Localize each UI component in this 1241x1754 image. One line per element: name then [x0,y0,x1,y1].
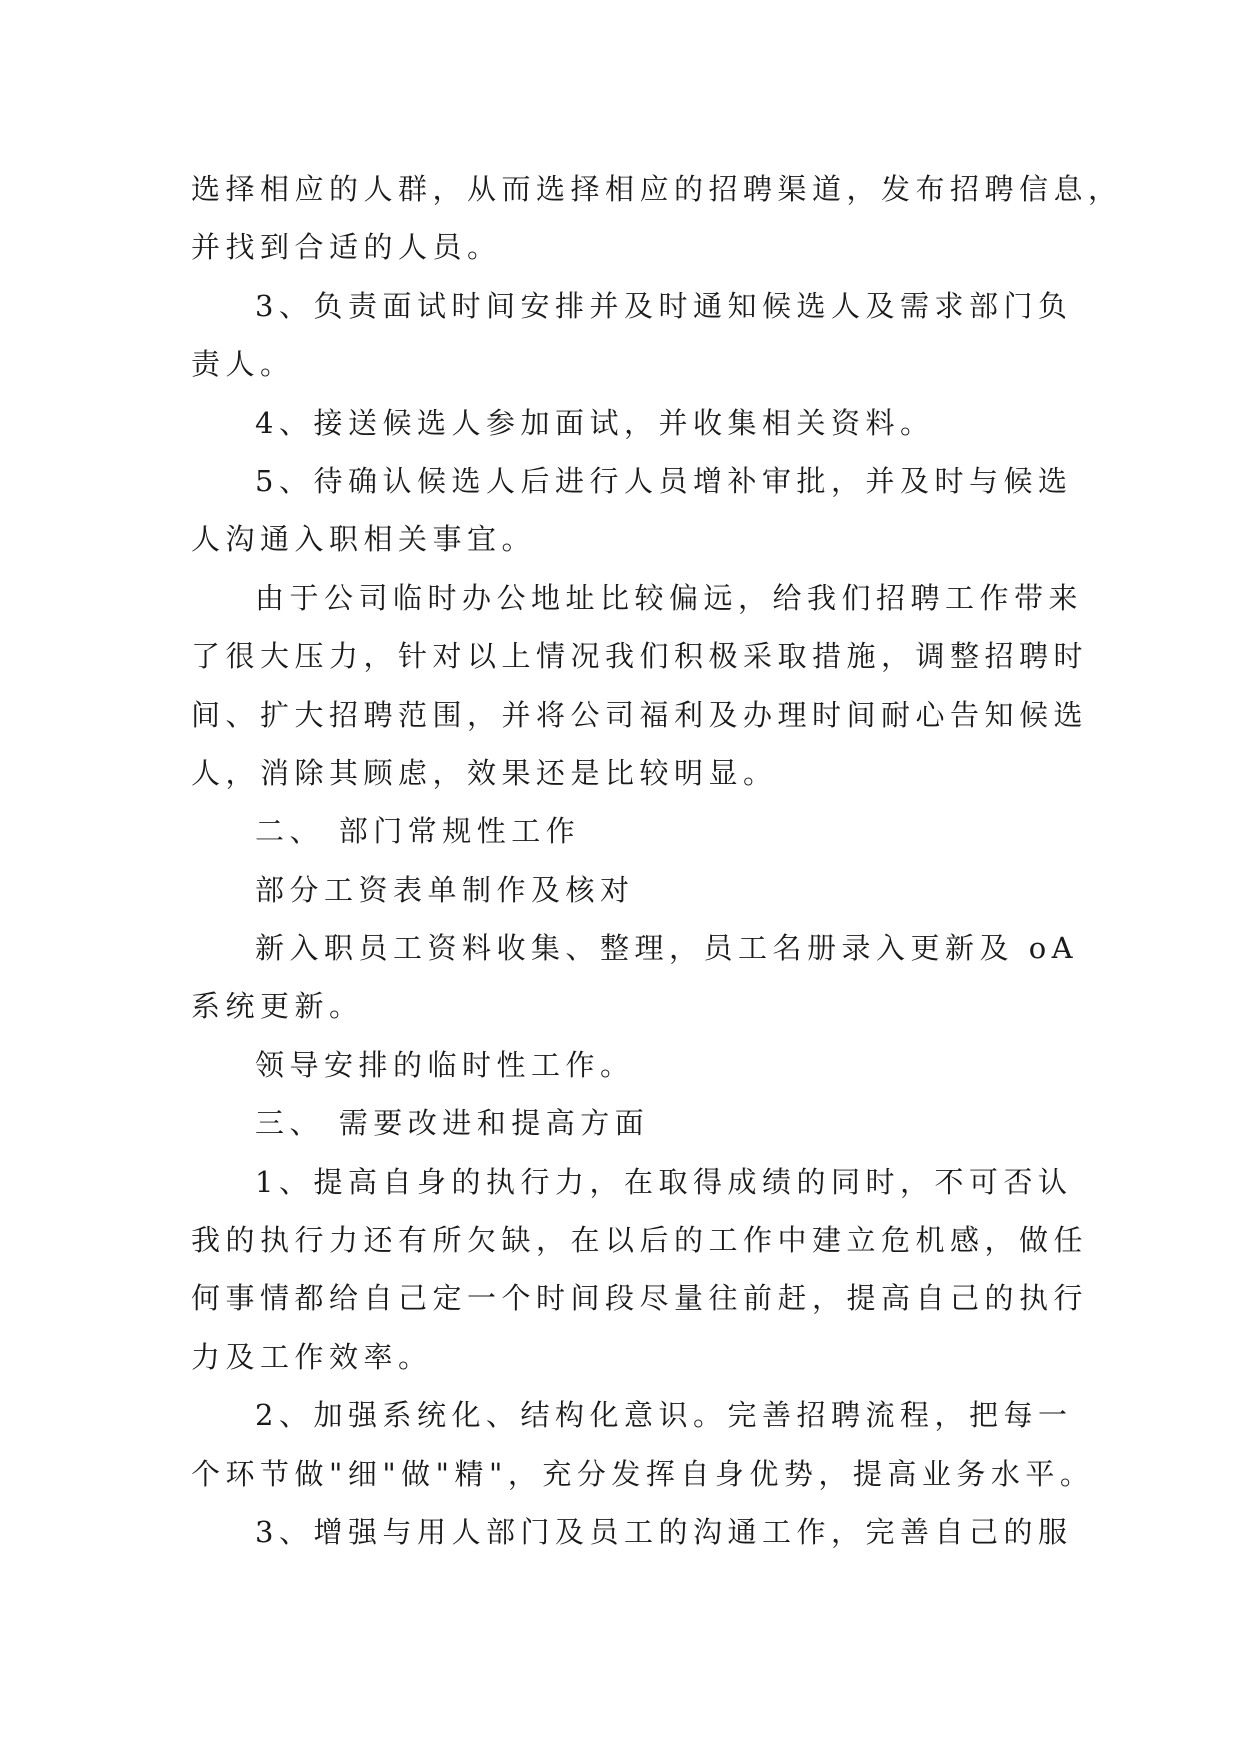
text-line: 3、负责面试时间安排并及时通知候选人及需求部门负 [255,288,1073,323]
text-line: 责人。 [191,347,295,382]
text-line: 1、提高自身的执行力，在取得成绩的同时，不可否认 [255,1164,1073,1199]
text-line: 5、待确认候选人后进行人员增补审批，并及时与候选 [255,463,1073,498]
text-line: 了很大压力，针对以上情况我们积极采取措施，调整招聘时 [191,639,1089,674]
text-line: 我的执行力还有所欠缺，在以后的工作中建立危机感，做任 [191,1223,1089,1258]
document-body [191,160,1123,1561]
text-line: 人，消除其顾虑，效果还是比较明显。 [191,755,778,790]
section-heading: 二、 部门常规性工作 [255,814,581,849]
text-line: 选择相应的人群，从而选择相应的招聘渠道，发布招聘信息， [191,172,1123,206]
text-line: 间、扩大招聘范围，并将公司福利及办理时间耐心告知候选 [191,697,1089,732]
section-heading: 三、 需要改进和提高方面 [255,1106,650,1141]
text-line: 人沟通入职相关事宜。 [191,522,537,557]
text-line: 力及工作效率。 [191,1339,433,1374]
text-line: 2、加强系统化、结构化意识。完善招聘流程，把每一 [255,1398,1073,1433]
text-line: 个环节做"细"做"精"，充分发挥自身优势，提高业务水平。 [191,1456,1095,1491]
text-line: 并找到合适的人员。 [191,230,502,265]
text-line: 由于公司临时办公地址比较偏远，给我们招聘工作带来 [255,580,1084,615]
text-line: 部分工资表单制作及核对 [255,872,635,907]
text-line: 3、增强与用人部门及员工的沟通工作，完善自己的服 [255,1514,1073,1549]
text-line: 4、接送候选人参加面试，并收集相关资料。 [255,405,935,440]
text-line: 领导安排的临时性工作。 [255,1047,635,1082]
text-line: 何事情都给自己定一个时间段尽量往前赶，提高自己的执行 [191,1281,1089,1316]
text-line: 新入职员工资料收集、整理，员工名册录入更新及 oA [255,931,1079,966]
text-line: 系统更新。 [191,989,364,1024]
